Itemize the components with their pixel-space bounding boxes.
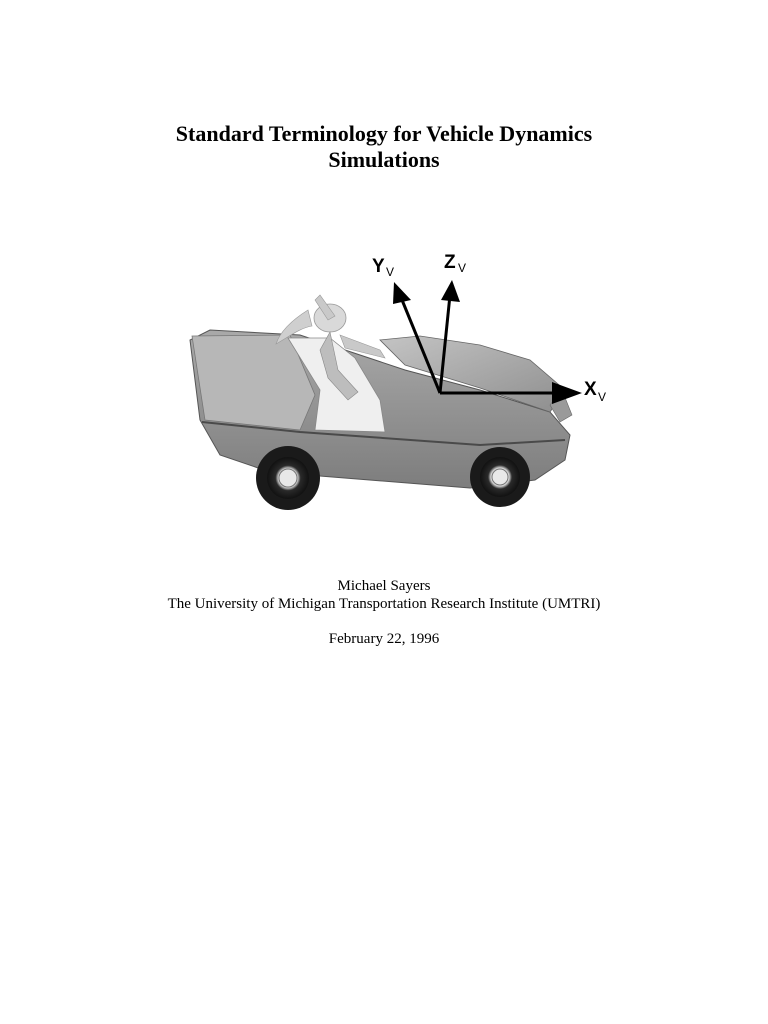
vehicle-illustration: [180, 240, 620, 515]
author-name: Michael Sayers: [337, 578, 431, 594]
axis-y-label: [372, 256, 394, 279]
vehicle-axes-figure: [180, 240, 620, 515]
svg-text:V: V: [458, 261, 467, 275]
svg-text:Z: Z: [444, 252, 456, 273]
axis-z-label: [444, 252, 466, 275]
title-line-2: Simulations: [328, 147, 440, 172]
rear-wheel: [256, 446, 320, 510]
svg-text:V: V: [598, 390, 607, 404]
front-wheel: [470, 447, 530, 507]
svg-text:Y: Y: [372, 256, 385, 277]
z-axis-arrowhead: [441, 280, 460, 302]
x-axis-arrowhead: [552, 382, 582, 404]
title-line-1: Standard Terminology for Vehicle Dynamics: [175, 121, 593, 146]
publication-date: February 22, 1996: [328, 631, 440, 647]
svg-text:X: X: [584, 379, 597, 400]
svg-text:V: V: [386, 265, 395, 279]
y-axis-arrowhead: [393, 282, 411, 304]
axis-x-label: [584, 379, 606, 404]
author-affiliation: The University of Michigan Transportation Research Institute (UMTRI): [167, 596, 601, 612]
